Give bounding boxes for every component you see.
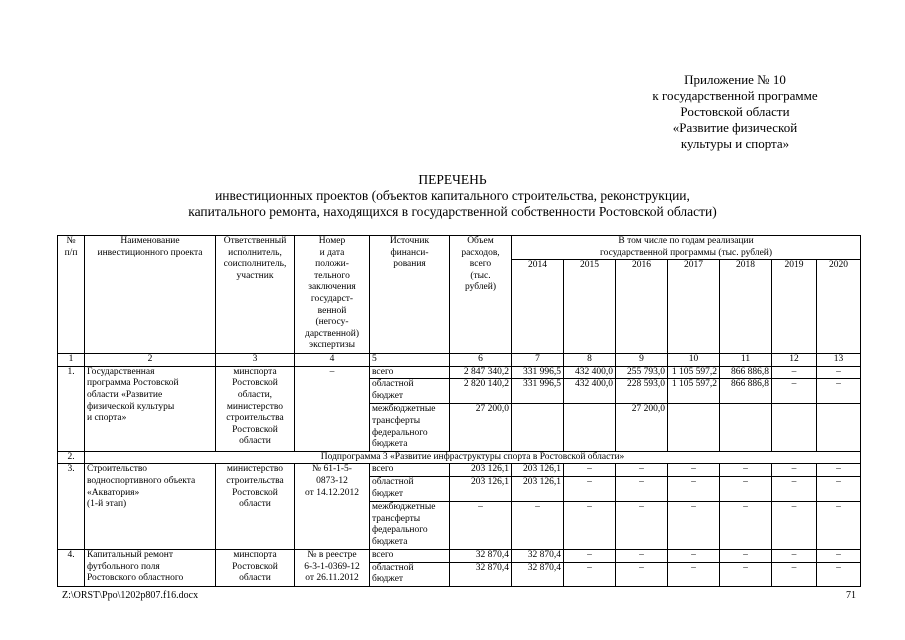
value-cell: –: [772, 562, 817, 586]
text-line: 6-3-1-0369-12: [304, 561, 360, 572]
column-number: 2: [85, 354, 216, 367]
text-line: экспертизы: [309, 340, 355, 351]
row-number: 4.: [58, 549, 85, 586]
text-line: венной: [317, 305, 347, 316]
text-line: инвестиционного проекта: [97, 247, 203, 258]
text-line: трансферты: [372, 415, 421, 426]
text-line: участник: [236, 270, 274, 281]
value-cell: –: [772, 366, 817, 379]
value-cell: –: [564, 562, 616, 586]
value-cell: –: [668, 549, 720, 562]
column-number: 13: [817, 354, 861, 367]
expertise: [295, 549, 370, 586]
text-line: водноспортивного объекта: [87, 475, 196, 486]
value-cell: [668, 404, 720, 451]
value-cell: –: [720, 562, 772, 586]
text-line: культуры и спорта»: [680, 136, 790, 151]
value-cell: –: [564, 476, 616, 501]
value-cell: 32 870,4: [512, 549, 564, 562]
column-number: 8: [564, 354, 616, 367]
value-cell: –: [668, 464, 720, 477]
row-number: 3.: [58, 464, 85, 550]
text-line: футбольного поля: [87, 561, 160, 572]
year-header: 2020: [817, 260, 861, 354]
column-number: 3: [216, 354, 295, 367]
text-line: всего: [469, 259, 492, 270]
year-header: 2016: [616, 260, 668, 354]
column-number: 4: [295, 354, 370, 367]
value-cell: –: [772, 476, 817, 501]
value-cell: –: [616, 549, 668, 562]
text-line: расходов,: [461, 247, 500, 258]
column-number: 6: [450, 354, 512, 367]
text-line: Ростовской: [232, 424, 278, 435]
subprogram-row: [58, 451, 861, 464]
text-line: областной: [372, 379, 414, 390]
text-line: и дата: [319, 247, 345, 258]
value-cell: 2 820 140,2: [450, 379, 512, 404]
year-header: 2018: [720, 260, 772, 354]
heading-line: капитального ремонта, находящихся в государственной собственности Ростовской области): [188, 204, 717, 219]
year-header: 2017: [668, 260, 720, 354]
text-line: минспорта: [233, 549, 277, 560]
col-header-years-title: [512, 236, 861, 260]
value-cell: –: [616, 501, 668, 549]
value-cell: 27 200,0: [616, 404, 668, 451]
value-cell: [564, 404, 616, 451]
year-header: 2019: [772, 260, 817, 354]
text-line: «Развитие физической: [672, 120, 798, 135]
text-line: № 61-1-5-: [312, 464, 352, 475]
value-cell: –: [720, 464, 772, 477]
value-cell: –: [616, 476, 668, 501]
file-path: Z:\ORST\Ppo\1202p807.f16.docx: [62, 590, 199, 601]
value-cell: 331 996,5: [512, 379, 564, 404]
text-line: финанси-: [390, 247, 429, 258]
column-numbers-row: [58, 354, 861, 367]
executor: [216, 366, 295, 451]
text-line: от 14.12.2012: [305, 487, 359, 498]
text-line: исполнитель,: [228, 247, 282, 258]
text-line: межбюджетные: [372, 501, 436, 512]
funding-source: [370, 562, 450, 586]
expertise: [295, 464, 370, 550]
value-cell: [512, 404, 564, 451]
value-cell: –: [772, 549, 817, 562]
col-header-volume: [450, 236, 512, 354]
table-row: [58, 549, 861, 562]
text-line: трансферты: [372, 513, 421, 524]
investment-projects-table: [57, 235, 861, 587]
value-cell: –: [817, 549, 861, 562]
text-line: всего: [372, 366, 394, 377]
text-line: 0873-12: [316, 475, 348, 486]
value-cell: –: [817, 379, 861, 404]
text-line: рублей): [464, 282, 497, 293]
value-cell: –: [668, 501, 720, 549]
text-line: строительства: [226, 413, 284, 424]
value-cell: 203 126,1: [450, 464, 512, 477]
text-line: программа Ростовской: [87, 378, 179, 389]
text-line: Строительство: [87, 464, 148, 475]
text-line: бюджета: [372, 536, 408, 547]
text-line: (1-й этап): [87, 499, 127, 510]
table-row: [58, 366, 861, 379]
text-line: п/п: [64, 247, 78, 258]
value-cell: 432 400,0: [564, 366, 616, 379]
funding-source: [370, 366, 450, 379]
value-cell: –: [564, 464, 616, 477]
year-header: 2014: [512, 260, 564, 354]
project-name: [85, 549, 216, 586]
text-line: заключения: [308, 282, 356, 293]
value-cell: 1 105 597,2: [668, 379, 720, 404]
text-line: федерального: [372, 427, 428, 438]
subprogram-title: Подпрограмма 3 «Развитие инфраструктуры спорта в Ростовской области»: [85, 451, 861, 464]
text-line: области: [239, 499, 271, 510]
value-cell: –: [720, 501, 772, 549]
value-cell: –: [668, 476, 720, 501]
text-line: от 26.11.2012: [305, 573, 359, 584]
text-line: «Акватория»: [87, 487, 140, 498]
text-line: всего: [372, 464, 394, 475]
value-cell: 432 400,0: [564, 379, 616, 404]
text-line: (тыс.: [470, 270, 491, 281]
column-number: 9: [616, 354, 668, 367]
project-name: [85, 366, 216, 451]
text-line: Источник: [389, 236, 430, 246]
value-cell: –: [720, 549, 772, 562]
column-number: 12: [772, 354, 817, 367]
text-line: бюджета: [372, 439, 408, 450]
funding-source: [370, 549, 450, 562]
column-number: 5: [370, 354, 450, 367]
value-cell: –: [817, 501, 861, 549]
text-line: Объем: [467, 236, 494, 246]
value-cell: –: [817, 562, 861, 586]
text-line: межбюджетные: [372, 404, 436, 415]
funding-source: [370, 501, 450, 549]
text-line: положи-: [315, 259, 349, 270]
funding-source: [370, 464, 450, 477]
text-line: Ростовской: [232, 561, 278, 572]
text-line: В том числе по годам реализации: [618, 236, 754, 246]
value-cell: 203 126,1: [450, 476, 512, 501]
value-cell: –: [616, 562, 668, 586]
value-cell: –: [772, 464, 817, 477]
year-header: 2015: [564, 260, 616, 354]
page-number: 71: [846, 590, 856, 601]
value-cell: 866 886,8: [720, 366, 772, 379]
heading-line: инвестиционных проектов (объектов капитального строительства, реконструкции,: [215, 188, 690, 203]
header-row: [58, 236, 861, 260]
text-line: государст-: [310, 293, 354, 304]
text-line: Ростовского областного: [87, 573, 184, 584]
text-line: тельного: [314, 270, 350, 281]
value-cell: 203 126,1: [512, 476, 564, 501]
text-line: дарственной): [305, 328, 359, 339]
row-number: 1.: [58, 366, 85, 451]
funding-source: [370, 379, 450, 404]
column-number: 11: [720, 354, 772, 367]
text-line: области: [239, 436, 271, 447]
text-line: области: [239, 573, 271, 584]
value-cell: [772, 404, 817, 451]
appendix-note: [560, 72, 905, 152]
text-line: Ростовской области: [680, 104, 790, 119]
text-line: (негосу-: [315, 317, 349, 328]
funding-source: [370, 476, 450, 501]
col-header-executor: [216, 236, 295, 354]
text-line: областной: [372, 476, 414, 487]
text-line: Ответственный: [223, 236, 287, 246]
text-line: № в реестре: [307, 549, 357, 560]
value-cell: 32 870,4: [512, 562, 564, 586]
text-line: и спорта»: [87, 413, 127, 424]
document-heading: [0, 172, 905, 220]
value-cell: 228 593,0: [616, 379, 668, 404]
value-cell: –: [512, 501, 564, 549]
value-cell: 32 870,4: [450, 562, 512, 586]
column-number: 1: [58, 354, 85, 367]
table-row: [58, 464, 861, 477]
column-number: 7: [512, 354, 564, 367]
value-cell: –: [772, 501, 817, 549]
value-cell: –: [450, 501, 512, 549]
executor: [216, 464, 295, 550]
value-cell: 331 996,5: [512, 366, 564, 379]
column-number: 10: [668, 354, 720, 367]
col-header-name: [85, 236, 216, 354]
text-line: области «Развитие: [87, 389, 163, 400]
value-cell: –: [616, 464, 668, 477]
text-line: бюджет: [372, 488, 404, 499]
text-line: рования: [393, 259, 426, 270]
value-cell: –: [564, 549, 616, 562]
text-line: министерство: [226, 401, 284, 412]
text-line: бюджет: [372, 390, 404, 401]
text-line: №: [66, 236, 76, 246]
expertise: –: [295, 366, 370, 451]
text-line: Приложение № 10: [684, 72, 786, 87]
value-cell: [720, 404, 772, 451]
value-cell: [817, 404, 861, 451]
project-name: [85, 464, 216, 550]
value-cell: 203 126,1: [512, 464, 564, 477]
text-line: соисполнитель,: [223, 259, 287, 270]
col-header-source: [370, 236, 450, 354]
funding-source: [370, 404, 450, 451]
heading-title: ПЕРЕЧЕНЬ: [418, 172, 487, 187]
value-cell: 2 847 340,2: [450, 366, 512, 379]
value-cell: 1 105 597,2: [668, 366, 720, 379]
text-line: министерство: [226, 464, 284, 475]
value-cell: –: [564, 501, 616, 549]
text-line: Капитальный ремонт: [87, 549, 174, 560]
value-cell: –: [772, 379, 817, 404]
row-number: 2.: [58, 451, 85, 464]
text-line: федерального: [372, 525, 428, 536]
text-line: Наименование: [120, 236, 180, 246]
value-cell: 32 870,4: [450, 549, 512, 562]
text-line: областной: [372, 562, 414, 573]
text-line: к государственной программе: [652, 88, 818, 103]
text-line: области,: [237, 389, 273, 400]
value-cell: –: [720, 476, 772, 501]
value-cell: 866 886,8: [720, 379, 772, 404]
text-line: Государственная: [87, 366, 155, 377]
value-cell: –: [817, 366, 861, 379]
value-cell: –: [668, 562, 720, 586]
col-header-expertise: [295, 236, 370, 354]
text-line: бюджет: [372, 574, 404, 585]
text-line: Ростовской: [232, 378, 278, 389]
text-line: государственной программы (тыс. рублей): [600, 247, 773, 258]
text-line: физической культуры: [87, 401, 175, 412]
text-line: Номер: [318, 236, 346, 246]
text-line: Ростовской: [232, 487, 278, 498]
text-line: строительства: [226, 475, 284, 486]
text-line: всего: [372, 549, 394, 560]
value-cell: 255 793,0: [616, 366, 668, 379]
value-cell: –: [817, 464, 861, 477]
text-line: минспорта: [233, 366, 277, 377]
executor: [216, 549, 295, 586]
value-cell: –: [817, 476, 861, 501]
value-cell: 27 200,0: [450, 404, 512, 451]
col-header-num: [58, 236, 85, 354]
